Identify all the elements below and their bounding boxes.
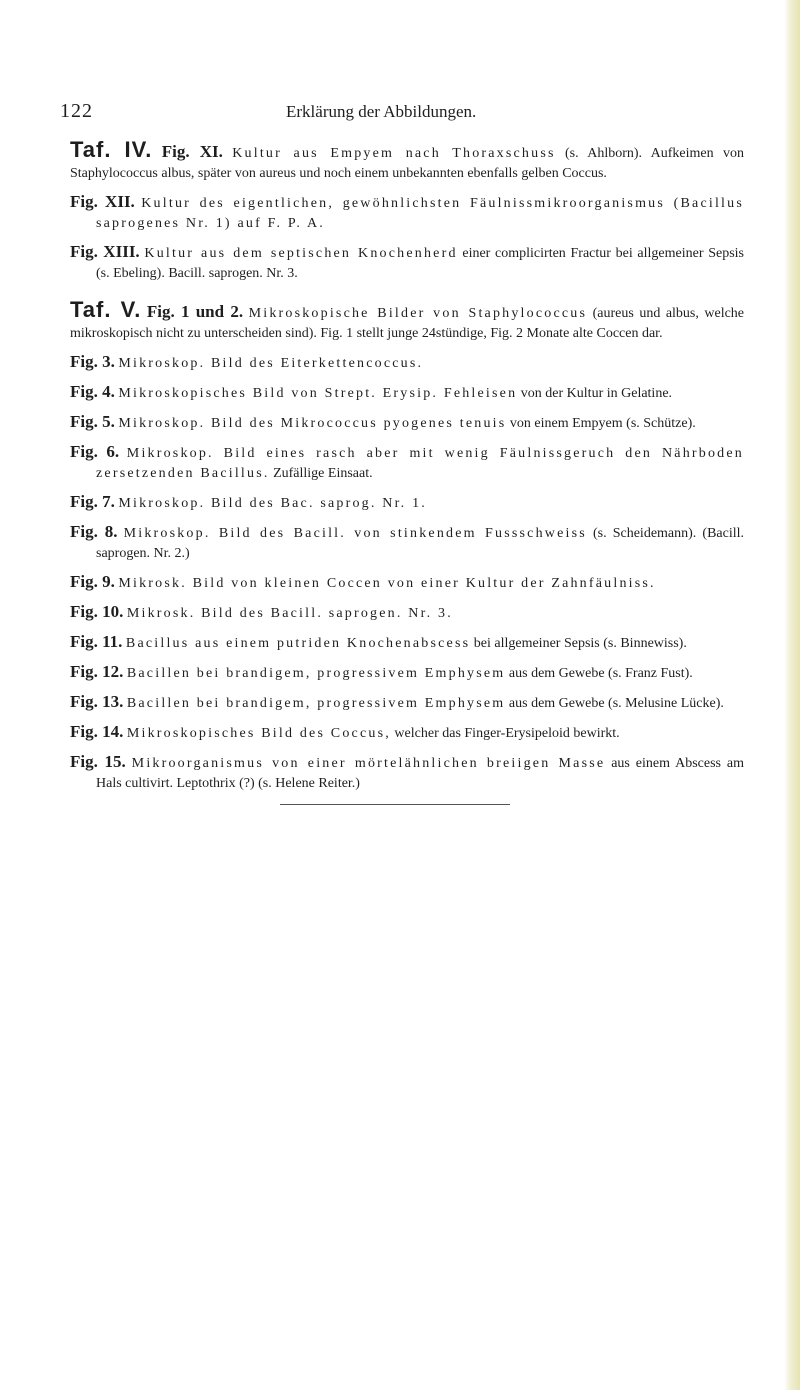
page-header: [60, 100, 740, 126]
fig-title: Kultur des eigentlichen, gewöhnlichsten Fäulnissmikroorganismus (Bacillus saprogenes Nr. 1) auf F. P. A.: [96, 196, 744, 231]
fig-desc: aus dem Gewebe (s. Melusine Lücke).: [508, 696, 724, 711]
figure-explanations: [70, 137, 745, 821]
fig-entry: [70, 752, 744, 794]
fig-title: Mikroskop. Bild eines rasch aber mit wenig Fäulnissgeruch den Nährboden zersetzenden Bacillus.: [96, 446, 744, 481]
fig-label: Fig. 6.: [70, 442, 120, 461]
fig-label: Fig. 15.: [70, 752, 126, 771]
fig-entry: [70, 137, 745, 184]
fig-entry: [70, 192, 744, 234]
fig-desc: (s. Scheidemann). (Bacill. saprogen. Nr. 2.): [96, 526, 745, 561]
fig-label: Fig. 10.: [70, 602, 124, 621]
fig-label: Fig. 12.: [70, 662, 124, 681]
fig-entry: [70, 662, 744, 684]
fig-desc: bei allgemeiner Sepsis (s. Binnewiss).: [473, 636, 687, 651]
end-rule: [280, 804, 510, 805]
fig-desc: von einem Empyem (s. Schütze).: [509, 416, 696, 431]
fig-entry: [70, 382, 744, 404]
fig-desc: Zufällige Einsaat.: [273, 466, 373, 481]
fig-title: Mikroskopisches Bild des Coccus,: [126, 726, 391, 741]
fig-entry: [70, 412, 744, 434]
fig-title: Kultur aus dem septischen Knochenherd: [144, 246, 458, 261]
fig-label: Fig. 4.: [70, 382, 115, 401]
fig-title: Mikroorganismus von einer mörtelähnlichen breiigen Masse: [131, 756, 606, 771]
fig-title: Bacillus aus einem putriden Knochenabscess: [125, 636, 471, 651]
plate-v: [70, 297, 745, 805]
fig-title: Mikroskop. Bild des Eiterkettencoccus.: [118, 356, 424, 371]
fig-desc: einer complicirten Fractur bei allgemeiner Sepsis (s. Ebeling). Bacill. saprogen. Nr. 3.: [96, 246, 744, 281]
fig-label: Fig. 14.: [70, 722, 124, 741]
plate-label: Taf. V.: [70, 297, 142, 322]
fig-entry: [70, 632, 744, 654]
fig-label: Fig. 3.: [70, 352, 115, 371]
fig-entry: [70, 722, 744, 744]
fig-label: Fig. XI.: [161, 142, 223, 161]
fig-title: Bacillen bei brandigem, progressivem Emphysem: [126, 666, 506, 681]
fig-label: Fig. 9.: [70, 572, 115, 591]
fig-desc: aus dem Gewebe (s. Franz Fust).: [508, 666, 693, 681]
page-number: 122: [60, 100, 93, 122]
fig-entry: [70, 492, 744, 514]
fig-title: Mikroskop. Bild des Bac. saprog. Nr. 1.: [118, 496, 427, 511]
fig-entry: [70, 442, 744, 484]
fig-title: Mikrosk. Bild von kleinen Coccen von einer Kultur der Zahnfäulniss.: [118, 576, 656, 591]
plate-iv: [70, 137, 745, 284]
fig-entry: [70, 352, 744, 374]
fig-desc: (s. Ahlborn). Aufkeimen von Staphylococcus albus, später von aureus und noch einem unbekannten ebenfalls gelben Coccus.: [70, 146, 745, 181]
fig-title: Mikrosk. Bild des Bacill. saprogen. Nr. 3.: [126, 606, 453, 621]
fig-entry: [70, 297, 745, 344]
fig-title: Mikroskop. Bild des Mikrococcus pyogenes tenuis: [118, 416, 507, 431]
fig-entry: [70, 602, 744, 624]
fig-label: Fig. 7.: [70, 492, 115, 511]
plate-label: Taf. IV.: [70, 137, 153, 162]
fig-title: Mikroskopisches Bild von Strept. Erysip. Fehleisen: [118, 386, 518, 401]
fig-desc: welcher das Finger-Erysipeloid bewirkt.: [394, 726, 620, 741]
fig-label: Fig. 13.: [70, 692, 124, 711]
fig-entry: [70, 242, 744, 284]
fig-entry: [70, 572, 744, 594]
page-edge: [784, 0, 800, 1390]
fig-label: Fig. XIII.: [70, 242, 140, 261]
running-title: Erklärung der Abbildungen.: [286, 102, 477, 121]
fig-desc: von der Kultur in Gelatine.: [520, 386, 673, 401]
fig-label: Fig. 8.: [70, 522, 118, 541]
fig-label: Fig. 1 und 2.: [146, 302, 244, 321]
fig-label: Fig. 11.: [70, 632, 123, 651]
fig-label: Fig. 5.: [70, 412, 115, 431]
fig-desc: aus einem Abscess am Hals cultivirt. Leptothrix (?) (s. Helene Reiter.): [96, 756, 745, 791]
fig-entry: [70, 522, 744, 564]
fig-title: Mikroskop. Bild des Bacill. von stinkendem Fussschweiss: [123, 526, 587, 541]
fig-desc: (aureus und albus, welche mikroskopisch nicht zu unterscheiden sind). Fig. 1 stellt junge 24stündige, Fig. 2 Monate alte Coccen dar.: [70, 306, 745, 341]
fig-title: Kultur aus Empyem nach Thoraxschuss: [232, 146, 556, 161]
fig-title: Bacillen bei brandigem, progressivem Emphysem: [126, 696, 506, 711]
fig-entry: [70, 692, 744, 714]
fig-label: Fig. XII.: [70, 192, 135, 211]
fig-title: Mikroskopische Bilder von Staphylococcus: [248, 306, 588, 321]
